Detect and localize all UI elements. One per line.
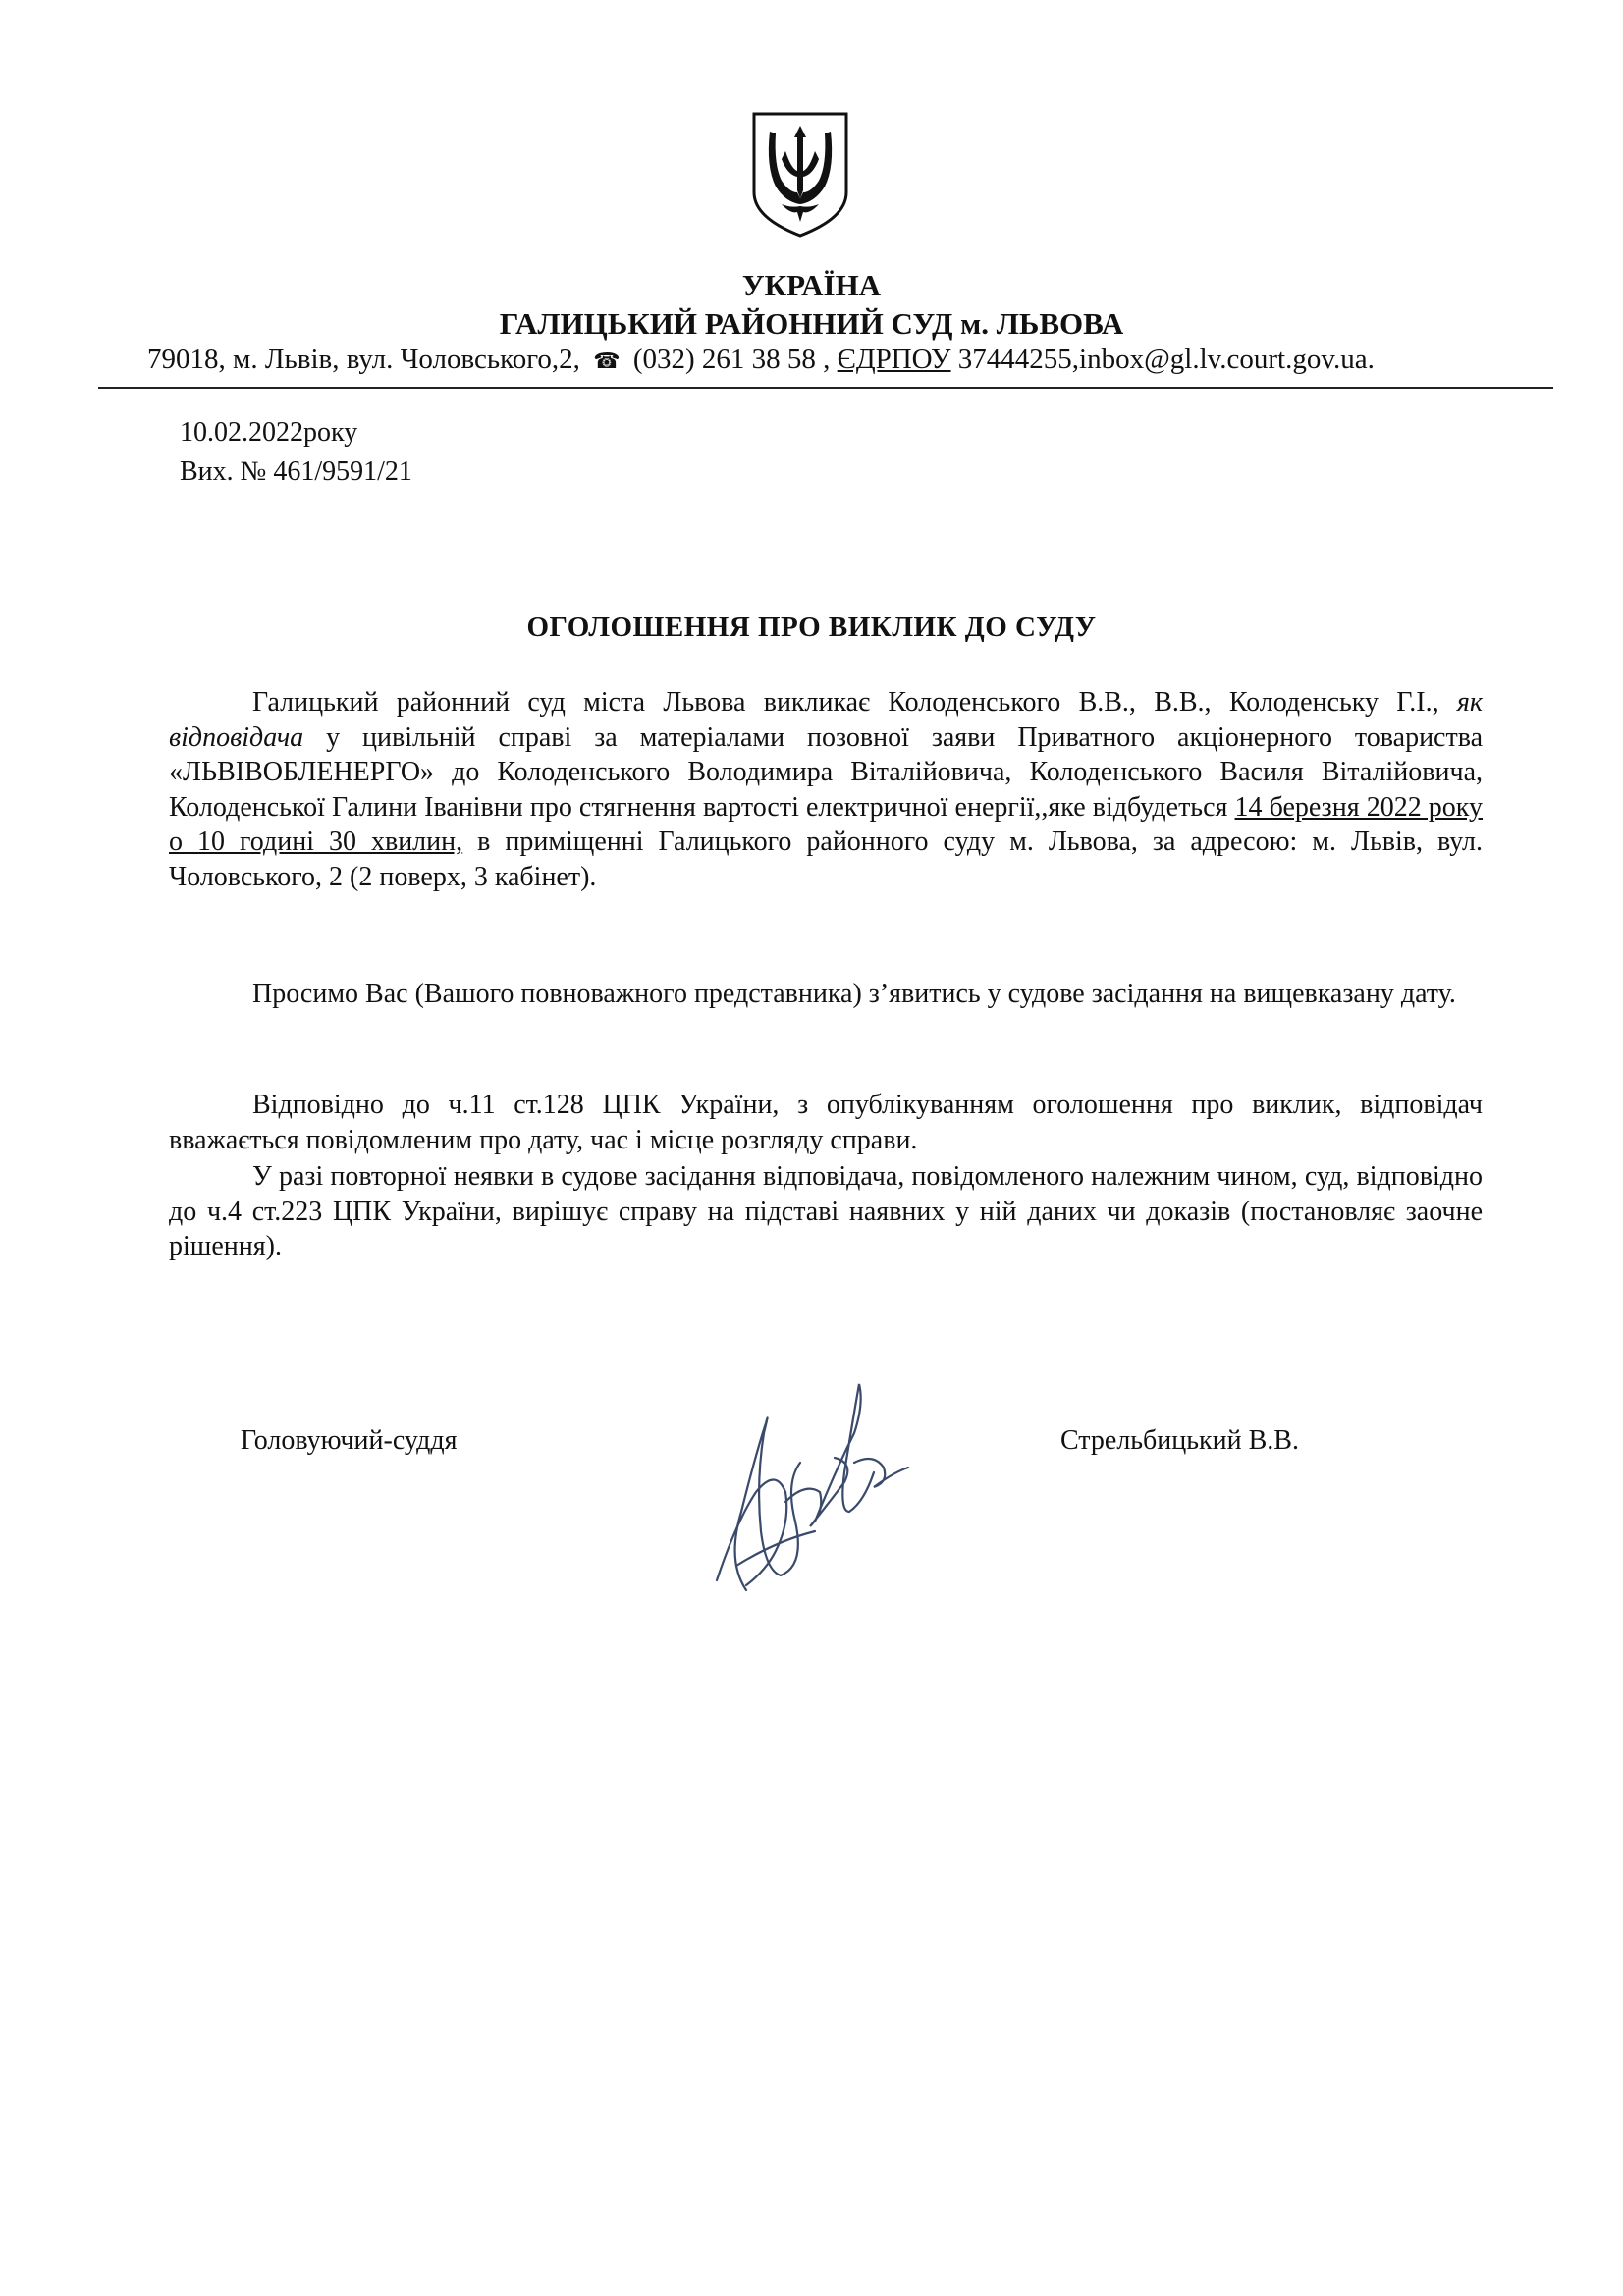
summons-text-end: в приміщенні Галицького районного суду м. Львова, за адресою: м. Львів, вул. Чоловського, 2 (2 поверх, 3 кабінет).	[169, 827, 1483, 892]
outgoing-number: Вих. № 461/9591/21	[180, 456, 412, 487]
defendant-role: як відповідача	[169, 687, 1484, 753]
summons-text-middle: у цивільній справі за матеріалами позовної заяви Приватного акціонерного товариства «ЛЬВІВОБЛЕНЕРГО» до Колоденського Володимира Віталійовича, Колоденського Василя Віталійовича, Колоденської Галини Іванівни про стягнення вартості електричної енергії,,яке відбудеться	[169, 721, 1484, 823]
phone-icon: ☎	[593, 348, 621, 373]
edrpou-email: 37444255,inbox@gl.lv.court.gov.ua.	[957, 344, 1375, 375]
judge-name: Стрельбицький В.В.	[1060, 1425, 1299, 1456]
letter-date: 10.02.2022року	[180, 417, 358, 448]
trident-emblem-icon	[746, 108, 854, 240]
summons-paragraph	[169, 685, 1483, 895]
absence-paragraph: У разі повторної неявки в судове засідання відповідача, повідомленого належним чином, суд, відповідно до ч.4 ст.223 ЦПК України, вирішує справу на підставі наявних у ній даних чи доказів (постановляє заочне рішення).	[169, 1161, 1483, 1262]
document-title: ОГОЛОШЕННЯ ПРО ВИКЛИК ДО СУДУ	[526, 612, 1097, 643]
request-paragraph: Просимо Вас (Вашого повноважного представника) з’явитись у судове засідання на вищевказану дату.	[252, 979, 1456, 1009]
court-phone: (032) 261 38 58 ,	[632, 344, 831, 375]
country-heading: УКРАЇНА	[741, 268, 882, 302]
hearing-datetime: 14 березня 2022 року о 10 годині 30 хвилин,	[169, 791, 1484, 858]
handwritten-signature	[687, 1364, 923, 1610]
summons-text-start: Галицький районний суд міста Львова викликає Колоденського В.В., В.В., Колоденську Г.І.,	[252, 687, 1439, 718]
notice-paragraph: Відповідно до ч.11 ст.128 ЦПК України, з опублікуванням оголошення про виклик, відповідач вважається повідомленим про дату, час і місце розгляду справи.	[169, 1090, 1483, 1155]
header-divider	[98, 387, 1553, 389]
judge-role: Головуючий-суддя	[241, 1425, 458, 1456]
court-contacts-line	[147, 344, 1542, 376]
edrpou-label: ЄДРПОУ	[837, 344, 951, 375]
court-name-heading: ГАЛИЦЬКИЙ РАЙОННИЙ СУД м. ЛЬВОВА	[499, 306, 1124, 341]
court-address: 79018, м. Львів, вул. Чоловського,2,	[147, 344, 580, 375]
